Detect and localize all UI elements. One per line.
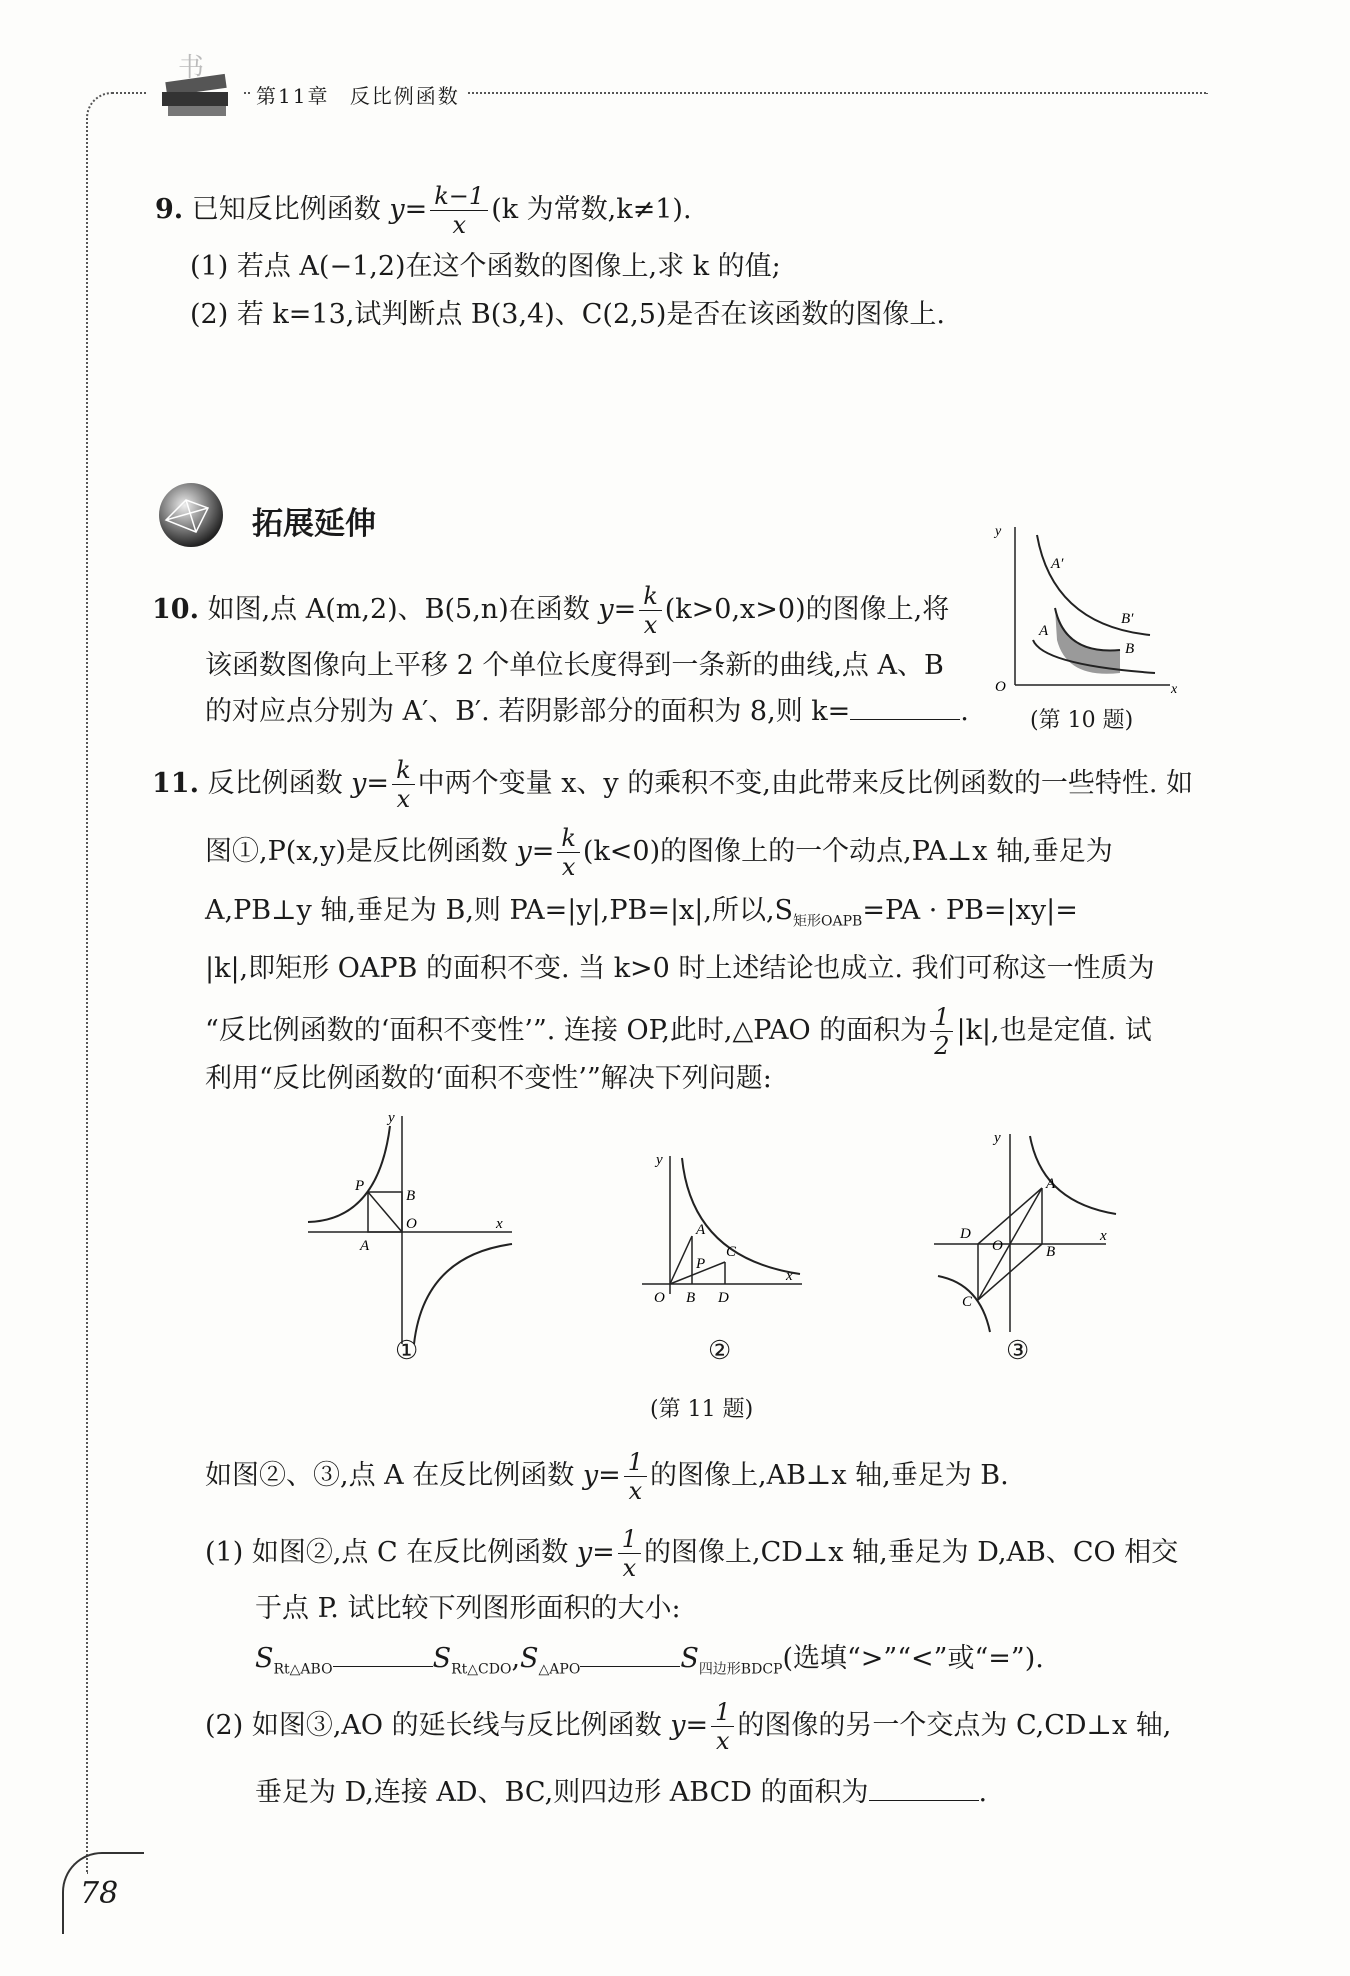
fig10-origin: O: [995, 679, 1006, 695]
page-number: 78: [80, 1876, 119, 1911]
q11-half-fraction: [930, 1005, 953, 1058]
q10-frac-den: x: [643, 611, 658, 639]
q11-line4: |k|,即矩形 OAPB 的面积不变. 当 k>0 时上述结论也成立. 我们可称这一性质为: [205, 953, 1155, 984]
q11-frac2-num: k: [557, 826, 580, 853]
q11-y-eq-2: y=: [516, 836, 555, 867]
fig11-1-point-b: B: [406, 1188, 416, 1204]
q11-line3: [205, 895, 1078, 930]
q11-frac2-den: x: [561, 853, 576, 881]
fig11-2-point-b: B: [686, 1290, 696, 1306]
q11-blank-1[interactable]: [333, 1642, 433, 1667]
fig11-1-label: ①: [395, 1336, 419, 1366]
q11-line1: [152, 758, 1193, 811]
running-header: [250, 84, 466, 108]
q11-s2-sub: Rt△CDO: [451, 1661, 512, 1678]
globe-icon: [156, 480, 226, 550]
q11-blank-2[interactable]: [580, 1642, 680, 1667]
fig11-2-point-a: A: [696, 1222, 706, 1238]
q9-frac-den: x: [452, 211, 466, 239]
q11-frac1-den: x: [396, 785, 411, 813]
fig11-2-point-p: P: [696, 1256, 706, 1272]
q10-y-eq: y=: [598, 594, 637, 625]
q11-part2-cont: [255, 1776, 987, 1809]
fig10-point-a-prime: A′: [1051, 556, 1064, 572]
q11-part1-compare: [255, 1642, 1044, 1678]
q11-s3: S: [520, 1643, 539, 1674]
q11-frac4-num: 1: [618, 1527, 641, 1554]
q10-line1: [152, 584, 949, 637]
q10-l3-end: .: [960, 696, 969, 727]
q11-blank-3[interactable]: [869, 1776, 979, 1801]
q11-l3b: =PA · PB=|xy|=: [862, 895, 1078, 926]
q11-half-den: 2: [934, 1032, 950, 1060]
q9-part1: (1) 若点 A(−1,2)在这个函数的图像上,求 k 的值;: [190, 251, 781, 282]
q9-y-eq: y=: [389, 194, 428, 225]
figure-11-1: [300, 1108, 520, 1353]
q11-fraction-4: [618, 1527, 641, 1580]
q11-intro-b: 的图像上,AB⊥x 轴,垂足为 B.: [650, 1460, 1009, 1491]
fig11-2-y-label: y: [656, 1152, 663, 1168]
section-title: 拓展延伸: [252, 506, 376, 542]
fig11-1-x-label: x: [496, 1216, 503, 1232]
q11-fraction-5: [711, 1700, 734, 1753]
fig11-2-origin: O: [654, 1290, 665, 1306]
q10-frac-num: k: [639, 584, 662, 611]
q11-y-eq-4: y=: [576, 1537, 615, 1568]
q11-number: 11.: [152, 768, 199, 799]
q10-line3: [205, 695, 969, 728]
header-title: 反比例函数: [349, 84, 460, 108]
q11-l3: A,PB⊥y 轴,垂足为 B,则 PA=|y|,PB=|x|,所以,S: [205, 895, 794, 926]
q11-p2b: 的图像的另一个交点为 C,CD⊥x 轴,: [737, 1710, 1172, 1741]
q10-answer-blank[interactable]: [850, 695, 960, 720]
fig11-2-label: ②: [708, 1336, 732, 1366]
q11-frac3-den: x: [628, 1477, 643, 1505]
q11-p2a: (2) 如图③,AO 的延长线与反比例函数: [205, 1710, 671, 1741]
q9-stem: [155, 184, 692, 237]
q11-s1: S: [255, 1643, 274, 1674]
fig10-x-label: x: [1171, 682, 1178, 697]
fig11-1-point-p: P: [355, 1178, 365, 1194]
q11-frac5-num: 1: [711, 1700, 734, 1727]
q11-p2c: 垂足为 D,连接 AD、BC,则四边形 ABCD 的面积为: [255, 1777, 869, 1808]
q11-l5a: “反比例函数的‘面积不变性’”. 连接 OP,此时,△PAO 的面积为: [205, 1015, 928, 1046]
fig11-3-label: ③: [1006, 1336, 1030, 1366]
q11-fill-hint: (选填“>”“<”或“=”).: [782, 1643, 1044, 1674]
q11-fraction-1: [392, 758, 415, 811]
q11-y-eq-3: y=: [582, 1460, 621, 1491]
q11-p1a: (1) 如图②,点 C 在反比例函数: [205, 1537, 577, 1568]
q9-stem-b: (k 为常数,k≠1).: [491, 194, 692, 225]
figure-10: [985, 515, 1185, 700]
fig11-3-x-label: x: [1100, 1228, 1107, 1244]
fig10-point-a: A: [1039, 623, 1049, 639]
q10-number: 10.: [152, 594, 199, 625]
fig11-3-point-b: B: [1046, 1244, 1056, 1260]
q9-part2: (2) 若 k=13,试判断点 B(3,4)、C(2,5)是否在该函数的图像上.: [190, 299, 946, 330]
fig10-y-label: y: [995, 524, 1002, 539]
q11-l1b: 中两个变量 x、y 的乘积不变,由此带来反比例函数的一些特性. 如: [417, 768, 1194, 799]
book-logo-icon: [148, 52, 244, 124]
fig11-3-point-a: A: [1046, 1176, 1056, 1192]
fig10-point-b: B: [1125, 641, 1135, 657]
q11-intro-a: 如图②、③,点 A 在反比例函数: [205, 1460, 583, 1491]
fig11-3-point-d: D: [960, 1226, 971, 1242]
fig11-3-origin: O: [992, 1238, 1003, 1254]
q11-s4-sub: 四边形BDCP: [698, 1661, 783, 1678]
svg-text:书: 书: [178, 53, 205, 82]
fig10-point-b-prime: B′: [1121, 611, 1134, 627]
q11-fraction-2: [557, 826, 580, 879]
fig11-2-point-d: D: [718, 1290, 729, 1306]
q11-part1: [205, 1527, 1178, 1580]
q11-fraction-3: [624, 1450, 647, 1503]
q10-fraction: [639, 584, 662, 637]
q11-y-eq-5: y=: [670, 1710, 709, 1741]
q11-s2: S: [432, 1643, 452, 1674]
q11-y-eq: y=: [351, 768, 390, 799]
q11-intro: [205, 1450, 1009, 1503]
q9-number: 9.: [155, 194, 184, 225]
q11-caption: (第 11 题): [650, 1397, 754, 1422]
q11-p1b: 的图像上,CD⊥x 轴,垂足为 D,AB、CO 相交: [644, 1537, 1179, 1568]
q11-frac4-den: x: [622, 1554, 637, 1582]
q10-line2: 该函数图像向上平移 2 个单位长度得到一条新的曲线,点 A、B: [205, 650, 944, 681]
q11-part1-cont: 于点 P. 试比较下列图形面积的大小:: [255, 1593, 681, 1624]
q11-l2b: (k<0)的图像上的一个动点,PA⊥x 轴,垂足为: [582, 836, 1113, 867]
figure-11-2: [630, 1150, 810, 1310]
figure-11-3: [930, 1128, 1120, 1338]
q11-s3-sub: △APO: [538, 1661, 581, 1678]
q11-part2: [205, 1700, 1171, 1753]
fig11-3-y-label: y: [994, 1130, 1001, 1146]
fig11-1-point-a: A: [360, 1238, 370, 1254]
q11-half-num: 1: [930, 1005, 953, 1032]
q11-frac3-num: 1: [624, 1450, 647, 1477]
q11-p2-end: .: [978, 1777, 988, 1808]
q11-l5b: |k|,也是定值. 试: [956, 1015, 1152, 1046]
q11-line5: [205, 1005, 1152, 1058]
q9-frac-num: k−1: [430, 184, 488, 211]
fig11-1-y-label: y: [388, 1110, 395, 1126]
q9-stem-a: 已知反比例函数: [191, 194, 390, 225]
q11-l1a: 反比例函数: [207, 768, 352, 799]
q10-l1b: (k>0,x>0)的图像上,将: [664, 594, 950, 625]
q10-l3: 的对应点分别为 A′、B′. 若阴影部分的面积为 8,则 k=: [205, 696, 851, 727]
q11-sep: ,: [511, 1643, 521, 1674]
fig11-3-point-c: C: [962, 1294, 973, 1310]
q10-caption: (第 10 题): [1030, 708, 1134, 733]
q11-s1-sub: Rt△ABO: [273, 1661, 333, 1678]
q11-l2a: 图①,P(x,y)是反比例函数: [205, 836, 517, 867]
q11-line2: [205, 826, 1113, 879]
fig11-1-origin: O: [406, 1216, 417, 1232]
q9-fraction: [430, 184, 488, 237]
q11-l3-sub: 矩形OAPB: [793, 913, 863, 930]
q11-line6: 利用“反比例函数的‘面积不变性’”解决下列问题:: [205, 1063, 772, 1094]
q11-s4: S: [680, 1643, 699, 1674]
q11-frac5-den: x: [715, 1727, 730, 1755]
q11-frac1-num: k: [392, 758, 415, 785]
fig11-2-x-label: x: [786, 1268, 793, 1284]
q10-l1a: 如图,点 A(m,2)、B(5,n)在函数: [207, 594, 599, 625]
fig11-2-point-c: C: [726, 1244, 737, 1260]
header-chapter: 第11章: [256, 84, 330, 108]
